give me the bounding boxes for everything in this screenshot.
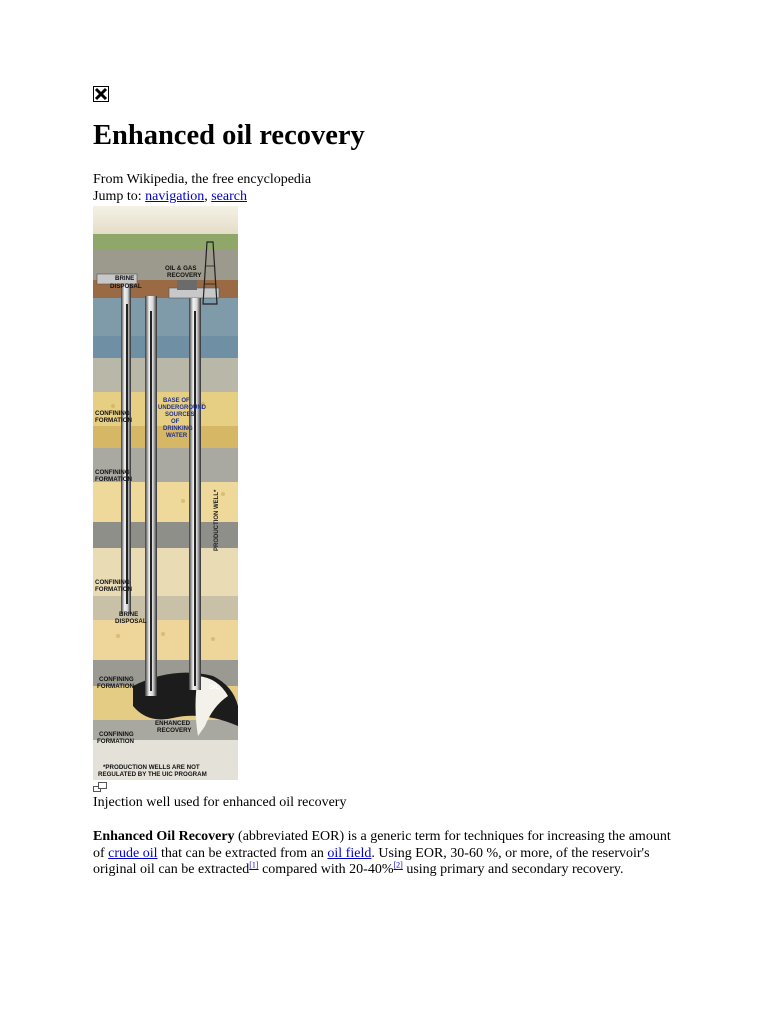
para-text: using primary and secondary recovery. (402, 862, 624, 878)
svg-text:UNDERGROUND: UNDERGROUND (158, 405, 206, 411)
crude-oil-link[interactable]: crude oil (108, 845, 158, 861)
svg-text:FORMATION: FORMATION (95, 586, 133, 593)
navigation-link[interactable]: navigation (145, 189, 205, 204)
para-text: that can be extracted from an (157, 845, 328, 861)
reference-1-link[interactable]: [1] (249, 860, 259, 870)
svg-text:FORMATION: FORMATION (97, 683, 135, 690)
svg-text:CONFINING: CONFINING (95, 410, 130, 417)
svg-text:PRODUCTION WELL*: PRODUCTION WELL* (214, 489, 220, 551)
svg-text:CONFINING: CONFINING (99, 676, 134, 683)
para-text: . Using EOR, 30-60 %, or more, of the reservoir's original oil can be extracted (93, 845, 650, 878)
svg-text:DISPOSAL: DISPOSAL (115, 618, 147, 625)
jump-to-links (93, 188, 247, 205)
svg-text:OIL: OIL (209, 684, 220, 691)
oil-field-link[interactable]: oil field (327, 845, 372, 861)
injection-well-diagram (93, 206, 238, 780)
svg-text:FORMATION: FORMATION (97, 738, 135, 745)
para-text: (abbreviated EOR) is a generic term for techniques for increasing the amount of (93, 829, 671, 861)
svg-text:BASE OF: BASE OF (163, 398, 190, 404)
svg-text:BRINE: BRINE (119, 611, 139, 618)
intro-paragraph (93, 829, 683, 879)
search-link[interactable]: search (211, 189, 247, 204)
term-bold: Enhanced Oil Recovery (93, 829, 235, 844)
site-tagline: From Wikipedia, the free encyclopedia (93, 172, 312, 187)
jump-to-label: Jump to: (93, 189, 146, 204)
svg-text:RECOVERY: RECOVERY (167, 272, 202, 279)
enlarge-icon[interactable] (93, 779, 107, 789)
svg-text:FORMATION: FORMATION (95, 476, 133, 483)
broken-image-icon (93, 86, 109, 102)
jump-separator: , (204, 189, 212, 204)
svg-text:BRINE: BRINE (115, 275, 135, 282)
svg-text:SOURCES: SOURCES (165, 412, 195, 418)
svg-text:CONFINING: CONFINING (99, 731, 134, 738)
svg-text:CONFINING: CONFINING (95, 469, 130, 476)
svg-text:WATER: WATER (166, 433, 188, 439)
svg-text:REGULATED BY THE UIC PROGRAM: REGULATED BY THE UIC PROGRAM (98, 771, 207, 778)
page-title: Enhanced oil recovery (93, 120, 365, 151)
svg-text:DISPOSAL: DISPOSAL (110, 283, 142, 290)
svg-text:ENHANCED: ENHANCED (155, 720, 191, 727)
svg-text:RECOVERY: RECOVERY (157, 727, 192, 734)
figure-caption: Injection well used for enhanced oil recovery (93, 795, 347, 810)
svg-text:OF: OF (171, 419, 180, 425)
svg-text:DRINKING: DRINKING (163, 426, 193, 432)
svg-text:CONFINING: CONFINING (95, 579, 130, 586)
reference-2-link[interactable]: [2] (393, 860, 403, 870)
para-text: compared with 20-40% (258, 862, 394, 878)
svg-text:OIL & GAS: OIL & GAS (165, 265, 197, 272)
svg-text:FORMATION: FORMATION (95, 417, 133, 424)
svg-text:*PRODUCTION WELLS ARE NOT: *PRODUCTION WELLS ARE NOT (103, 764, 200, 771)
injection-well-figure[interactable] (93, 206, 238, 780)
